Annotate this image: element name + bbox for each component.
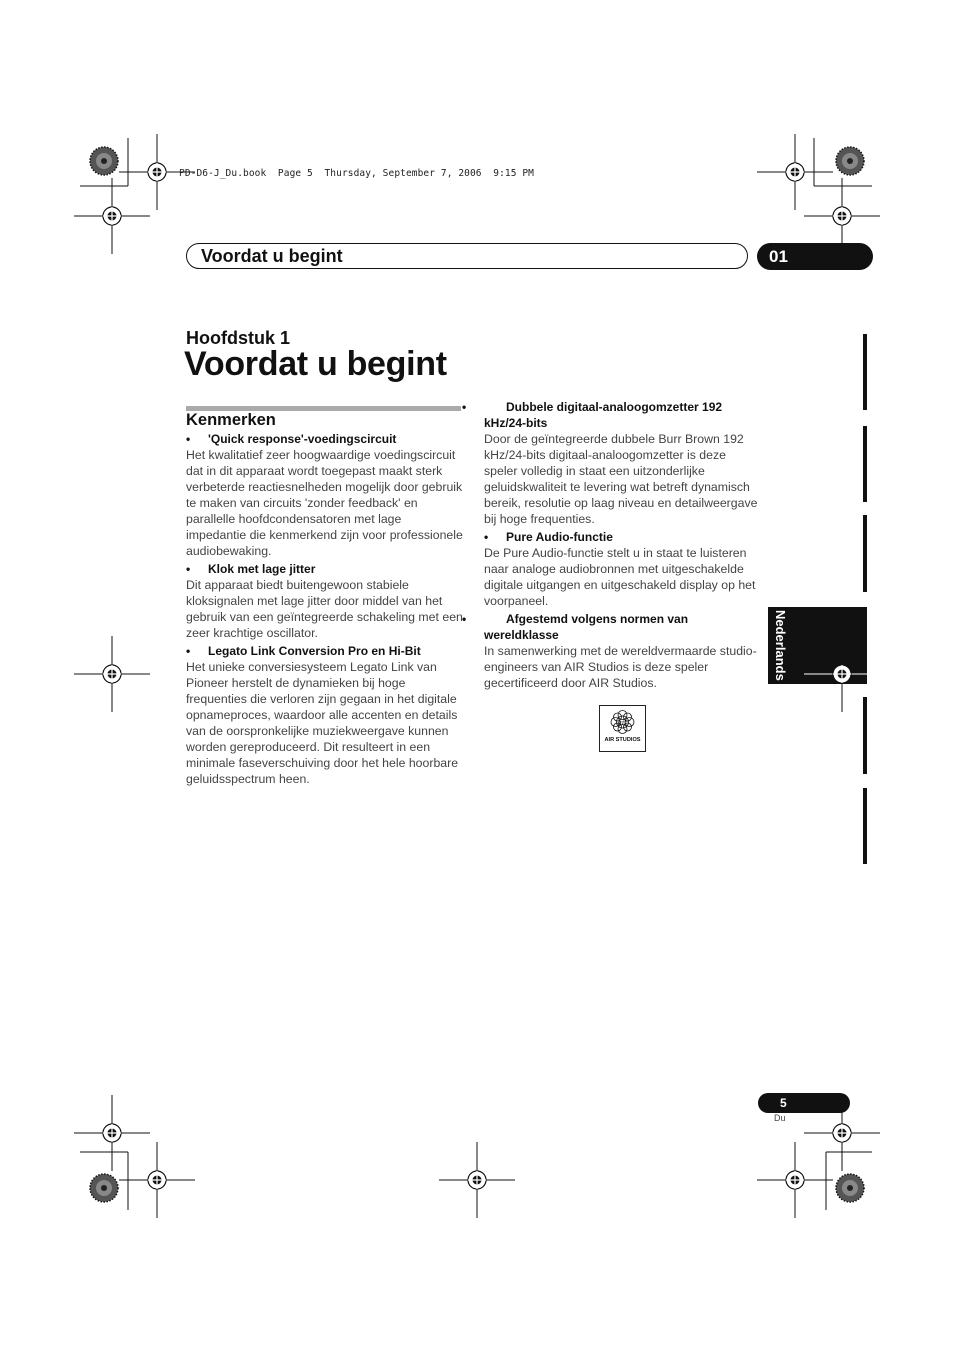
- feature-body: In samenwerking met de wereldvermaarde studio-engineers van AIR Studios is deze speler gecertificeerd door AIR Studios.: [484, 644, 757, 690]
- feature-title: • 'Quick response'-voedingscircuit: [186, 432, 397, 446]
- header-title: Voordat u begint: [201, 246, 343, 266]
- feature-body: Door de geïntegreerde dubbele Burr Brown 192 kHz/24-bits digitaal-analoogomzetter is deze speler volledig in staat een uitzonderlijke geluidskwaliteit te levering wat betreft dynamisch bereik, resolutie op laag niveau en detailweergave bij hoge frequenties.: [484, 432, 758, 526]
- side-bar: [863, 334, 867, 410]
- chapter-label: Hoofdstuk 1: [186, 328, 291, 348]
- feature-title: • Dubbele digitaal-analoogomzetter 192 kHz/24-bits: [462, 400, 723, 430]
- side-bar: [863, 788, 867, 864]
- section-title: Kenmerken: [186, 411, 276, 429]
- feature-body: Het unieke conversiesysteem Legato Link van Pioneer herstelt de dynamieken bij hoge frequenties die verloren zijn gegaan in het digitale opnameproces, waardoor alle accenten en details van de oorspronkelijke muziekweergave kunnen worden gereproduceerd. Dit resulteert in een minimale faseverschuiving door het hele hoorbare geluidsspectrum heen.: [186, 660, 459, 786]
- feature-body: De Pure Audio-functie stelt u in staat te luisteren naar analoge audiobronnen met uitgeschakelde digitale uitgangen en uitgeschakeld display op het voorpaneel.: [484, 546, 756, 608]
- file-info-line: PD-D6-J_Du.book Page 5 Thursday, September 7, 2006 9:15 PM: [179, 168, 534, 179]
- feature-title: • Pure Audio-functie: [484, 530, 613, 544]
- air-studios-logo: [599, 705, 646, 752]
- svg-text:air: air: [617, 717, 628, 727]
- feature-title: • Afgestemd volgens normen van wereldklasse: [462, 612, 689, 642]
- side-bar: [863, 426, 867, 502]
- feature-body: Dit apparaat biedt buitengewoon stabiele kloksignalen met lage jitter door middel van het gebruik van een geïntegreerde schakeling met een zeer krachtige oscillator.: [186, 578, 463, 640]
- chapter-number-badge: 01: [757, 243, 873, 270]
- language-tab-label: Nederlands: [773, 610, 788, 681]
- feature-title: • Klok met lage jitter: [186, 562, 316, 576]
- registration-mark-on-tab: [804, 636, 880, 712]
- left-column: [186, 431, 464, 789]
- page-number: 5: [758, 1093, 850, 1113]
- air-studios-emblem: [600, 706, 645, 736]
- side-bar: [863, 697, 867, 774]
- right-column: [462, 399, 760, 693]
- feature-title: • Legato Link Conversion Pro en Hi-Bit: [186, 644, 421, 658]
- side-bar: [863, 515, 867, 592]
- page-language: Du: [774, 1113, 786, 1123]
- logo-caption: AIR STUDIOS: [604, 737, 641, 743]
- page-title: Voordat u begint: [184, 345, 447, 383]
- feature-body: Het kwalitatief zeer hoogwaardige voedingscircuit dat in dit apparaat wordt toegepast maakt sterk verbeterde reactiesnelheden mogelijk door gebruik te maken van circuits 'zonder feedback' en parallelle hoofdcondensatoren met lage impedantie die kenmerkend zijn voor professionele audiobewaking.: [186, 448, 463, 558]
